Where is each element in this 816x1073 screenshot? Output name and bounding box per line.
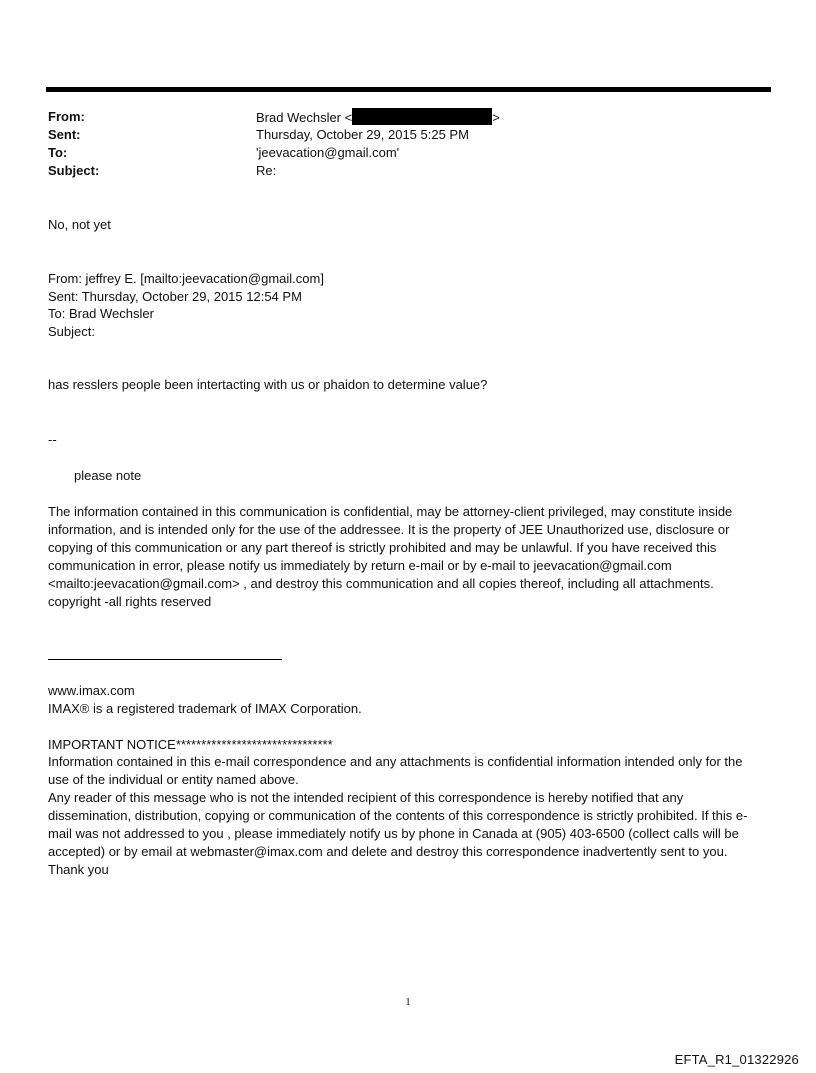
sent-label: Sent: — [48, 127, 81, 142]
important-notice-heading: IMPORTANT NOTICE******************************* — [48, 737, 333, 752]
to-label: To: — [48, 145, 68, 160]
sent-value: Thursday, October 29, 2015 5:25 PM — [256, 127, 469, 142]
footer-website: www.imax.com — [48, 683, 135, 698]
important-notice-paragraph-1: Information contained in this e-mail correspondence and any attachments is confidential information intended only for the use of the individual or entity named above. — [48, 754, 743, 787]
subject-value: Re: — [256, 163, 277, 178]
quoted-sent-line: Sent: Thursday, October 29, 2015 12:54 PM — [48, 289, 302, 304]
redaction-box — [352, 108, 492, 125]
subject-label: Subject: — [48, 163, 100, 178]
footer-divider — [48, 659, 282, 660]
quoted-from-line: From: jeffrey E. [mailto:jeevacation@gmail.com] — [48, 271, 324, 286]
please-note-heading: please note — [74, 468, 142, 483]
to-value: 'jeevacation@gmail.com' — [256, 145, 400, 160]
document-id: EFTA_R1_01322926 — [674, 1052, 799, 1067]
reply-body: No, not yet — [48, 217, 111, 232]
confidentiality-notice: The information contained in this communication is confidential, may be attorney-client privileged, may constitute inside information, and is intended only for the use of the addressee. It is the property of JEE Unauthorized use, disclosure or copying of this communication or any part thereof is strictly prohibited and may be unlawful. If you have received this communication in error, please notify us immediately by return e-mail or by e-mail to jeevacation@gmail.com <mailto:jeevacation@gmail.com> , and destroy this communication and all copies thereof, including all attachments. copyright -all rights reserved — [48, 504, 733, 609]
from-value — [256, 108, 500, 127]
signature-separator: -- — [48, 432, 57, 447]
from-open-bracket: < — [344, 110, 353, 125]
quoted-subject-line: Subject: — [48, 324, 95, 339]
from-name: Brad Wechsler — [256, 110, 342, 125]
quoted-body: has resslers people been intertacting with us or phaidon to determine value? — [48, 377, 488, 392]
quoted-to-line: To: Brad Wechsler — [48, 306, 154, 321]
header-top-rule — [46, 87, 771, 92]
from-close-bracket: > — [492, 110, 500, 125]
footer-trademark: IMAX® is a registered trademark of IMAX Corporation. — [48, 701, 362, 716]
important-notice-paragraph-2: Any reader of this message who is not the intended recipient of this correspondence is hereby notified that any dissemination, distribution, copying or communication of the contents of this correspondence is strictly prohibited. If this e-mail was not addressed to you , please immediately notify us by phone in Canada at (905) 403-6500 (collect calls will be accepted) or by email at webmaster@imax.com and delete and destroy this correspondence inadvertently sent to you. Thank you — [48, 790, 748, 877]
page-number: 1 — [405, 996, 411, 1008]
from-label: From: — [48, 109, 85, 124]
